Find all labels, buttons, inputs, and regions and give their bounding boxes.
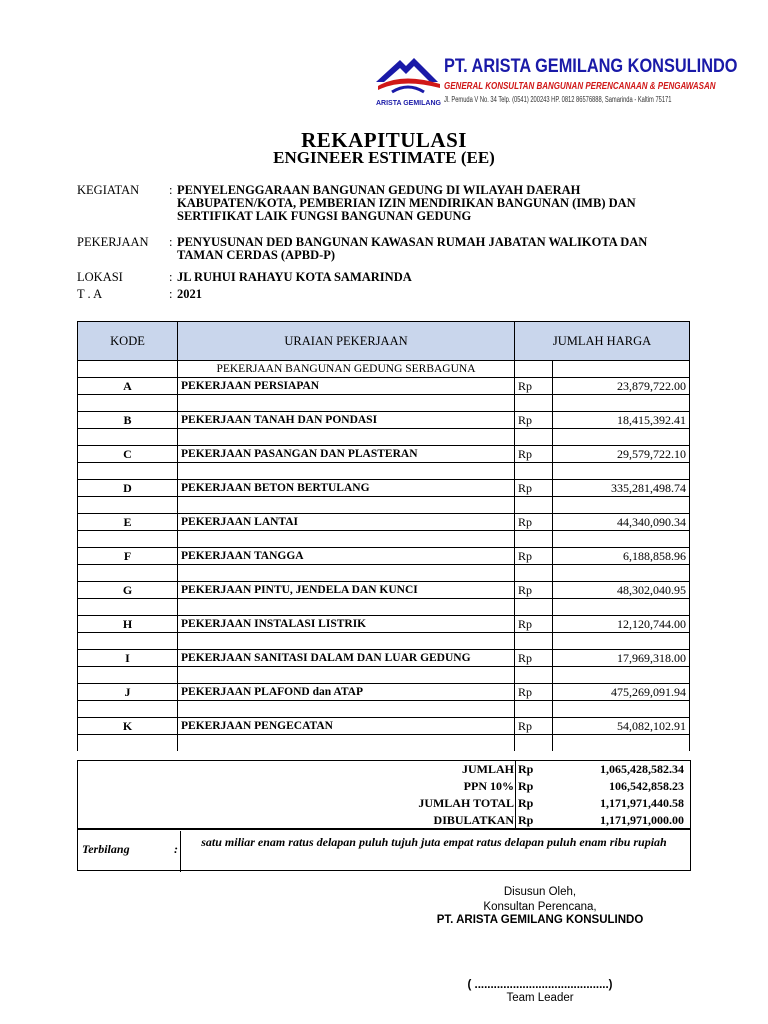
row-amount: 18,415,392.41 (553, 412, 690, 429)
table-row (78, 548, 690, 565)
spacer-cell (515, 701, 553, 718)
row-kode: K (78, 718, 178, 735)
row-currency: Rp (515, 378, 553, 395)
row-uraian: PEKERJAAN INSTALASI LISTRIK (178, 616, 515, 633)
terbilang-box (77, 828, 691, 871)
document-subtitle: ENGINEER ESTIMATE (EE) (273, 148, 495, 167)
spacer-cell (78, 599, 178, 616)
company-logo-icon (372, 52, 444, 102)
spacer-cell (515, 497, 553, 514)
pekerjaan-colon: : (169, 235, 173, 249)
spacer-cell (553, 735, 690, 752)
spacer-cell (515, 667, 553, 684)
spacer-cell (178, 667, 515, 684)
summary-currency: Rp (518, 779, 534, 793)
summary-currency: Rp (518, 762, 534, 776)
table-row (78, 412, 690, 429)
spacer-cell (178, 395, 515, 412)
row-kode: E (78, 514, 178, 531)
spacer-cell (178, 633, 515, 650)
spacer-cell (515, 463, 553, 480)
row-amount: 48,302,040.95 (553, 582, 690, 599)
row-uraian: PEKERJAAN PLAFOND dan ATAP (178, 684, 515, 701)
row-kode: F (78, 548, 178, 565)
cost-table (77, 321, 690, 751)
spacer-cell (178, 531, 515, 548)
summary-label: PPN 10% (463, 779, 514, 793)
spacer-cell (553, 599, 690, 616)
row-currency: Rp (515, 582, 553, 599)
table-spacer-row (78, 429, 690, 446)
table-spacer-row (78, 531, 690, 548)
row-amount: 23,879,722.00 (553, 378, 690, 395)
terbilang-label: Terbilang (82, 842, 130, 856)
table-spacer-row (78, 667, 690, 684)
table-spacer-row (78, 633, 690, 650)
spacer-cell (178, 429, 515, 446)
company-subtitle: GENERAL KONSULTAN BANGUNAN PERENCANAAN & PENGAWASAN (444, 81, 716, 92)
spacer-cell (78, 667, 178, 684)
row-amount: 17,969,318.00 (553, 650, 690, 667)
spacer-cell (78, 429, 178, 446)
lokasi-label: LOKASI (77, 270, 123, 284)
lokasi-value: JL RUHUI RAHAYU KOTA SAMARINDA (177, 270, 412, 284)
signature-consultant: Konsultan Perencana, (483, 901, 597, 913)
row-kode: B (78, 412, 178, 429)
summary-block (77, 760, 691, 830)
row-kode: G (78, 582, 178, 599)
spacer-cell (515, 599, 553, 616)
summary-amount: 1,171,971,440.58 (600, 796, 684, 810)
row-currency: Rp (515, 446, 553, 463)
ta-colon: : (169, 287, 173, 301)
row-kode: C (78, 446, 178, 463)
signature-name-placeholder: ( ..........................................) (467, 979, 613, 991)
table-row (78, 378, 690, 395)
spacer-cell (78, 565, 178, 582)
spacer-cell (78, 735, 178, 752)
info-pekerjaan (77, 236, 677, 264)
spacer-cell (178, 735, 515, 752)
row-amount: 475,269,091.94 (553, 684, 690, 701)
table-row (78, 684, 690, 701)
spacer-cell (178, 599, 515, 616)
row-currency: Rp (515, 480, 553, 497)
spacer-cell (553, 565, 690, 582)
spacer-cell (178, 701, 515, 718)
spacer-cell (78, 463, 178, 480)
summary-row (78, 795, 690, 812)
row-currency: Rp (515, 684, 553, 701)
table-spacer-row (78, 735, 690, 752)
row-amount: 44,340,090.34 (553, 514, 690, 531)
kegiatan-value: PENYELENGGARAAN BANGUNAN GEDUNG DI WILAYAH DAERAH KABUPATEN/KOTA, PEMBERIAN IZIN MENDIRIKAN BANGUNAN (IMB) DAN SERTIFIKAT LAIK FUNGSI BANGUNAN GEDUNG (177, 183, 636, 223)
row-kode: A (78, 378, 178, 395)
section-kode-cell (78, 361, 178, 378)
row-uraian: PEKERJAAN SANITASI DALAM DAN LUAR GEDUNG (178, 650, 515, 667)
company-name: PT. ARISTA GEMILANG KONSULINDO (444, 56, 738, 77)
spacer-cell (553, 667, 690, 684)
table-spacer-row (78, 497, 690, 514)
company-address: Jl. Pemuda V No. 34 Telp. (0541) 200243 HP. 0812 86576888, Samarinda - Kaltim 75171 (444, 95, 672, 104)
row-kode: J (78, 684, 178, 701)
pekerjaan-label: PEKERJAAN (77, 235, 149, 249)
spacer-cell (553, 701, 690, 718)
signature-role: Team Leader (506, 992, 574, 1004)
pekerjaan-value: PENYUSUNAN DED BANGUNAN KAWASAN RUMAH JABATAN WALIKOTA DAN TAMAN CERDAS (APBD-P) (177, 235, 648, 262)
spacer-cell (78, 531, 178, 548)
spacer-cell (515, 565, 553, 582)
row-kode: D (78, 480, 178, 497)
spacer-cell (515, 429, 553, 446)
header-uraian: URAIAN PEKERJAAN (178, 322, 515, 361)
section-amount-cell (553, 361, 690, 378)
kegiatan-label: KEGIATAN (77, 183, 140, 197)
summary-amount: 1,065,428,582.34 (600, 762, 684, 776)
row-amount: 29,579,722.10 (553, 446, 690, 463)
document-title: REKAPITULASI (301, 128, 467, 152)
table-spacer-row (78, 395, 690, 412)
summary-row (78, 778, 690, 795)
spacer-cell (515, 735, 553, 752)
summary-label: DIBULATKAN (433, 813, 514, 827)
row-currency: Rp (515, 718, 553, 735)
spacer-cell (78, 497, 178, 514)
row-currency: Rp (515, 616, 553, 633)
table-row (78, 514, 690, 531)
terbilang-colon: : (174, 842, 178, 856)
info-kegiatan (77, 184, 677, 224)
row-uraian: PEKERJAAN LANTAI (178, 514, 515, 531)
table-row (78, 718, 690, 735)
table-row (78, 616, 690, 633)
spacer-cell (78, 633, 178, 650)
table-row (78, 650, 690, 667)
row-amount: 335,281,498.74 (553, 480, 690, 497)
row-uraian: PEKERJAAN PENGECATAN (178, 718, 515, 735)
summary-row (78, 761, 690, 778)
row-currency: Rp (515, 650, 553, 667)
summary-label: JUMLAH (462, 762, 514, 776)
spacer-cell (515, 531, 553, 548)
spacer-cell (78, 701, 178, 718)
row-currency: Rp (515, 548, 553, 565)
logo-label: ARISTA GEMILANG (376, 100, 441, 107)
row-kode: I (78, 650, 178, 667)
spacer-cell (553, 633, 690, 650)
section-rp-cell (515, 361, 553, 378)
row-currency: Rp (515, 412, 553, 429)
table-spacer-row (78, 701, 690, 718)
info-lokasi (77, 271, 677, 285)
section-row (78, 361, 690, 378)
row-uraian: PEKERJAAN PINTU, JENDELA DAN KUNCI (178, 582, 515, 599)
summary-amount: 1,171,971,000.00 (600, 813, 684, 827)
ta-value: 2021 (177, 287, 202, 301)
row-uraian: PEKERJAAN TANGGA (178, 548, 515, 565)
header-kode: KODE (78, 322, 178, 361)
table-spacer-row (78, 463, 690, 480)
spacer-cell (553, 531, 690, 548)
table-row (78, 480, 690, 497)
row-uraian: PEKERJAAN PASANGAN DAN PLASTERAN (178, 446, 515, 463)
row-uraian: PEKERJAAN PERSIAPAN (178, 378, 515, 395)
spacer-cell (178, 565, 515, 582)
summary-currency: Rp (518, 796, 534, 810)
table-spacer-row (78, 599, 690, 616)
row-uraian: PEKERJAAN BETON BERTULANG (178, 480, 515, 497)
summary-amount: 106,542,858.23 (609, 779, 684, 793)
row-kode: H (78, 616, 178, 633)
signature-prepared-by: Disusun Oleh, (503, 886, 577, 898)
section-title: PEKERJAAN BANGUNAN GEDUNG SERBAGUNA (178, 361, 515, 378)
table-header-row (78, 322, 690, 361)
lokasi-colon: : (169, 270, 173, 284)
spacer-cell (553, 395, 690, 412)
row-amount: 12,120,744.00 (553, 616, 690, 633)
summary-label: JUMLAH TOTAL (418, 796, 514, 810)
company-letterhead (372, 52, 738, 112)
spacer-cell (178, 497, 515, 514)
spacer-cell (78, 395, 178, 412)
table-spacer-row (78, 565, 690, 582)
header-jumlah: JUMLAH HARGA (515, 322, 690, 361)
info-ta (77, 288, 677, 302)
spacer-cell (553, 463, 690, 480)
signature-company: PT. ARISTA GEMILANG KONSULINDO (436, 914, 644, 926)
summary-currency: Rp (518, 813, 534, 827)
table-row (78, 582, 690, 599)
spacer-cell (553, 429, 690, 446)
row-uraian: PEKERJAAN TANAH DAN PONDASI (178, 412, 515, 429)
spacer-cell (553, 497, 690, 514)
terbilang-value: satu miliar enam ratus delapan puluh tujuh juta empat ratus delapan puluh enam ribu rupiah (180, 831, 687, 872)
spacer-cell (515, 395, 553, 412)
ta-label: T . A (77, 287, 103, 301)
row-amount: 6,188,858.96 (553, 548, 690, 565)
table-row (78, 446, 690, 463)
kegiatan-colon: : (169, 183, 173, 197)
row-currency: Rp (515, 514, 553, 531)
spacer-cell (515, 633, 553, 650)
row-amount: 54,082,102.91 (553, 718, 690, 735)
spacer-cell (178, 463, 515, 480)
summary-row (78, 812, 690, 829)
